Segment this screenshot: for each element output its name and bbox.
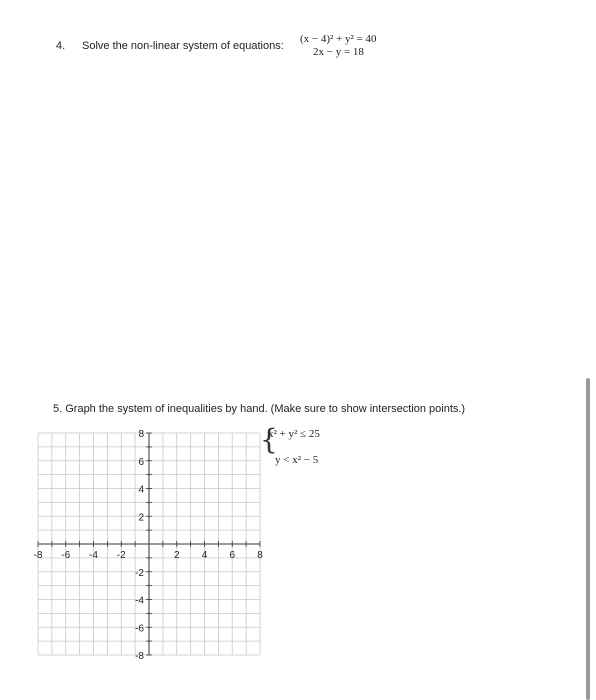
y-tick-label: -4 — [135, 595, 144, 607]
y-tick-label: 2 — [138, 512, 144, 524]
y-tick-label: -8 — [135, 651, 144, 662]
x-tick-label: -2 — [116, 550, 126, 561]
x-tick-label: 8 — [257, 550, 263, 561]
x-tick-label: -8 — [33, 550, 43, 561]
y-tick-label: -2 — [135, 567, 144, 579]
inequality-2: y < x² − 5 — [275, 454, 319, 466]
coordinate-grid — [25, 428, 265, 668]
problem-4-equation-1: (x − 4)² + y² = 40 — [300, 33, 377, 45]
x-tick-label: 6 — [229, 550, 236, 561]
x-tick-label: -4 — [89, 550, 98, 561]
problem-5-prompt: 5. Graph the system of inequalities by hand. (Make sure to show intersection points.) — [53, 403, 466, 415]
inequality-1: x² + y² ≤ 25 — [268, 428, 320, 440]
x-tick-label: 4 — [201, 550, 208, 561]
scrollbar[interactable] — [586, 378, 590, 700]
y-tick-label: 6 — [138, 456, 144, 468]
problem-4-prompt: Solve the non-linear system of equations: — [82, 40, 284, 52]
x-tick-label: -6 — [61, 550, 71, 561]
axes — [38, 433, 260, 655]
y-tick-label: -6 — [135, 623, 144, 635]
x-tick-label: 2 — [173, 550, 180, 561]
y-tick-label: 8 — [138, 429, 144, 440]
y-tick-label: 4 — [138, 484, 144, 496]
system-brace: { — [260, 423, 278, 456]
problem-4-equation-2: 2x − y = 18 — [313, 46, 364, 58]
problem-4-number: 4. — [56, 40, 66, 52]
